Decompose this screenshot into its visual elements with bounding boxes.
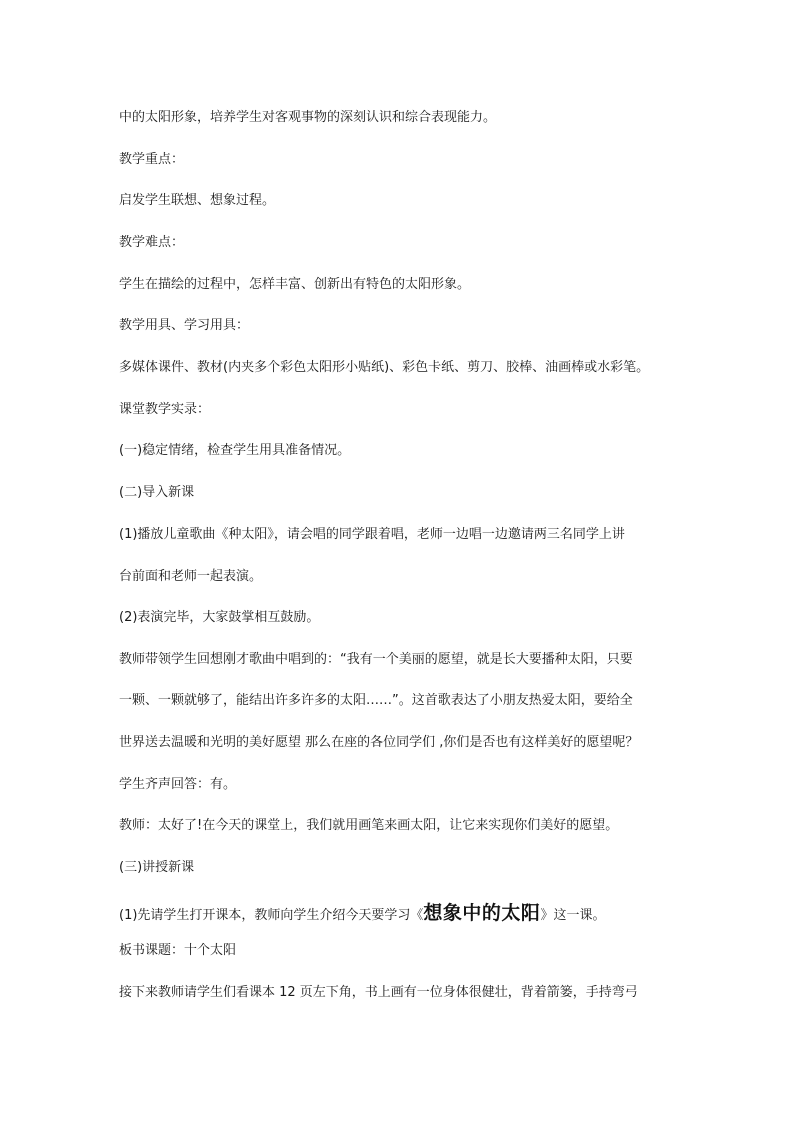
- paragraph-line: 多媒体课件、教材(内夹多个彩色太阳形小贴纸)、彩色卡纸、剪刀、胶棒、油画棒或水彩笔。: [119, 360, 650, 375]
- section-heading-classroom-record: 课堂教学实录：: [119, 402, 211, 417]
- section-heading-teaching-tools: 教学用具、学习用具：: [119, 318, 250, 333]
- intro-text-after: 》这一课。: [540, 908, 606, 923]
- paragraph-line: 中的太阳形象，培养学生对客观事物的深刻认识和综合表现能力。: [119, 110, 497, 125]
- paragraph-line: (1)播放儿童歌曲《种太阳》，请会唱的同学跟着唱，老师一边唱一边邀请两三名同学上讲: [119, 527, 625, 542]
- lesson-title: 想象中的太阳: [423, 902, 541, 924]
- intro-text-before: (1)先请学生打开课本，教师向学生介绍今天要学习《: [119, 908, 424, 923]
- intro-line: [119, 901, 689, 928]
- paragraph-line: 教师带领学生回想刚才歌曲中唱到的：“我有一个美丽的愿望，就是长大要播种太阳，只要: [119, 652, 633, 667]
- paragraph-line: 世界送去温暖和光明的美好愿望 那么在座的各位同学们 ,你们是否也有这样美好的愿望呢？: [119, 735, 639, 750]
- paragraph-line: 学生齐声回答：有。: [119, 777, 237, 792]
- paragraph-line: 教师：太好了!在今天的课堂上，我们就用画笔来画太阳，让它来实现你们美好的愿望。: [119, 818, 619, 833]
- section-heading-key-points: 教学重点：: [119, 152, 185, 167]
- section-heading-difficulties: 教学难点：: [119, 235, 185, 250]
- blackboard-title: 板书课题：十个太阳: [119, 943, 237, 958]
- paragraph-line: (一)稳定情绪，检查学生用具准备情况。: [119, 443, 351, 458]
- section-heading-new-lesson: (三)讲授新课: [119, 860, 195, 875]
- section-heading-intro: (二)导入新课: [119, 485, 195, 500]
- paragraph-line: (2)表演完毕，大家鼓掌相互鼓励。: [119, 610, 320, 625]
- paragraph-line: 学生在描绘的过程中，怎样丰富、创新出有特色的太阳形象。: [119, 277, 471, 292]
- paragraph-line: 一颗、一颗就够了，能结出许多许多的太阳……”。这首歌表达了小朋友热爱太阳，要给全: [119, 693, 633, 708]
- paragraph-line: 接下来教师请学生们看课本 12 页左下角，书上画有一位身体很健壮，背着箭篓，手持弯弓: [119, 985, 638, 1000]
- paragraph-line: 启发学生联想、想象过程。: [119, 193, 276, 208]
- paragraph-line: 台前面和老师一起表演。: [119, 569, 263, 584]
